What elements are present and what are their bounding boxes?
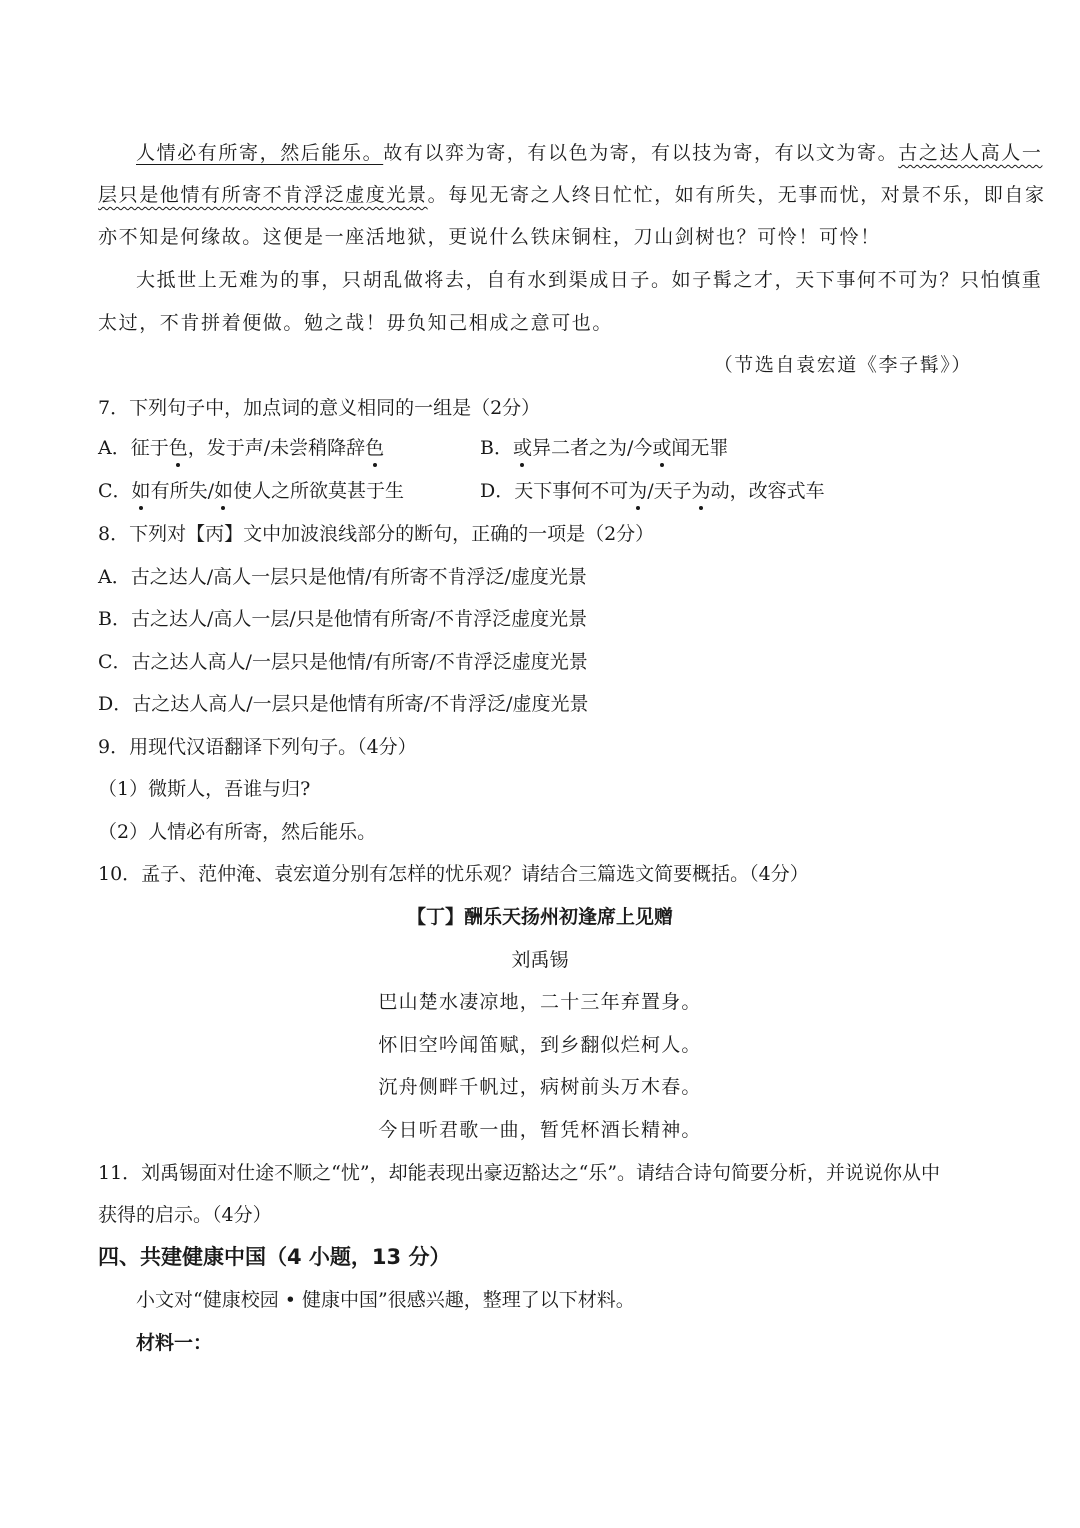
dotted-word: 色: [169, 434, 188, 462]
option-text: /天子: [647, 480, 692, 502]
poem-author: 刘禹锡: [511, 949, 569, 971]
q9-sentence-1: （1）微斯人，吾谁与归?: [98, 778, 311, 800]
q7-option-d: [480, 477, 825, 505]
option-text: ，发于声/未尝稍降辞: [187, 437, 366, 459]
passage-line-4: 大抵世上无难为的事，只胡乱做将去，自有水到渠成日子。如子髯之才，天下事何不可为？只怕慎重: [136, 269, 1043, 291]
q11-stem-line-2: 获得的启示。（4分）: [98, 1204, 272, 1226]
q8-stem: 8．下列对【丙】文中加波浪线部分的断句，正确的一项是（2分）: [98, 523, 655, 545]
section-4-intro: 小文对“健康校园 • 健康中国”很感兴趣，整理了以下材料。: [136, 1289, 635, 1311]
option-text: 异二者之为/今: [531, 437, 653, 459]
dotted-word: 如: [132, 477, 151, 505]
q8-option-c: C．古之达人高人/一层只是他情/有所寄/不肯浮泛虚度光景: [98, 651, 588, 673]
q7-stem: 7．下列句子中，加点词的意义相同的一组是（2分）: [98, 397, 541, 419]
option-text: 动，改容式车: [710, 480, 825, 502]
dotted-word: 如: [214, 477, 233, 505]
poem-line-2: 怀旧空吟闻笛赋，到乡翻似烂柯人。: [378, 1034, 702, 1056]
passage-text: 故有以弈为寄，有以色为寄，有以技为寄，有以文为寄。: [383, 142, 899, 164]
dotted-word: 为: [692, 477, 711, 505]
passage-line-1: [136, 139, 1042, 167]
dotted-word: 或: [513, 434, 532, 462]
dotted-word: 或: [652, 434, 671, 462]
option-text: D．天下事何不可: [480, 480, 629, 502]
option-text: B．: [480, 437, 513, 459]
q8-option-d: D．古之达人高人/一层只是他情有所寄/不肯浮泛/虚度光景: [98, 693, 589, 715]
poem-line-3: 沉舟侧畔千帆过，病树前头万木春。: [378, 1076, 702, 1098]
passage-source: （节选自袁宏道《李子髯》）: [713, 354, 972, 376]
poem-title: 【丁】酬乐天扬州初逢席上见赠: [406, 906, 673, 928]
passage-text: 。每见无寄之人终日忙忙，如有所失，无事而忧，对景不乐，即自家: [427, 184, 1046, 206]
option-text: 使人之所欲莫甚于生: [232, 480, 404, 502]
q11-stem-line-1: 11．刘禹锡面对仕途不顺之“忧”，却能表现出豪迈豁达之“乐”。请结合诗句简要分析，并说说你从中: [98, 1162, 941, 1184]
passage-line-3: 亦不知是何缘故。这便是一座活地狱，更说什么铁床铜柱，刀山剑树也？可怜！可怜！: [98, 226, 881, 248]
poem-line-4: 今日听君歌一曲，暂凭杯酒长精神。: [378, 1119, 702, 1141]
section-4-title: 四、共建健康中国（4 小题，13 分）: [98, 1245, 451, 1269]
dotted-word: 为: [628, 477, 647, 505]
dotted-word: 色: [365, 434, 384, 462]
q7-option-b: [480, 434, 728, 462]
option-text: C．: [98, 480, 132, 502]
q8-option-a: A．古之达人/高人一层只是他情/有所寄不肯浮泛/虚度光景: [98, 566, 587, 588]
q7-option-c: [98, 477, 404, 505]
poem-line-1: 巴山楚水凄凉地，二十三年弃置身。: [378, 991, 702, 1013]
q9-stem: 9．用现代汉语翻译下列句子。（4分）: [98, 736, 417, 758]
wavy-underlined-text: 古之达人高人一: [898, 142, 1043, 164]
material-1-label: 材料一：: [136, 1332, 213, 1354]
q7-option-a: [98, 434, 384, 462]
q9-sentence-2: （2）人情必有所寄，然后能乐。: [98, 821, 377, 843]
wavy-underlined-text: 层只是他情有所寄不肯浮泛虚度光景: [98, 184, 428, 206]
passage-line-5: 太过，不肯拼着便做。勉之哉！毋负知己相成之意可也。: [98, 312, 614, 334]
option-text: 有所失/: [150, 480, 214, 502]
passage-line-2: [98, 181, 1046, 209]
option-text: A．征于: [98, 437, 169, 459]
option-text: 闻无罪: [671, 437, 729, 459]
q10-stem: 10．孟子、范仲淹、袁宏道分别有怎样的忧乐观？请结合三篇选文简要概括。（4分）: [98, 863, 809, 885]
underlined-sentence: 人情必有所寄，然后能乐。: [136, 142, 384, 164]
q8-option-b: B．古之达人/高人一层/只是他情有所寄/不肯浮泛虚度光景: [98, 608, 588, 630]
